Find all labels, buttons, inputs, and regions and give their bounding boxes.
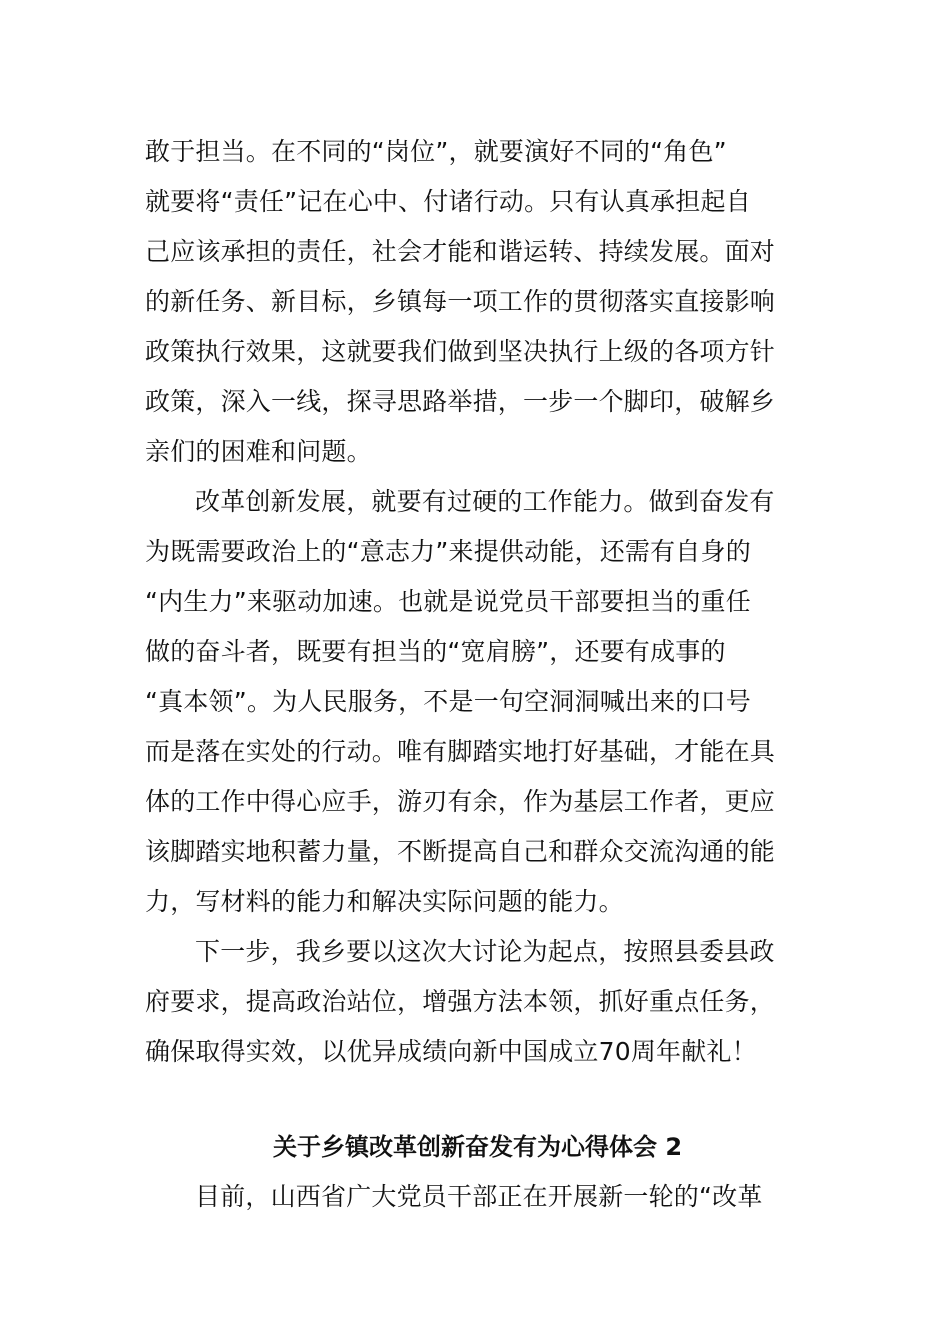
text-line: 亲们的困难和问题。 <box>145 437 372 466</box>
text-line: 改革创新发展，就要有过硬的工作能力。做到奋发有 <box>195 487 775 516</box>
text-line: 的新任务、新目标，乡镇每一项工作的贯彻落实直接影响 <box>145 287 776 316</box>
text-line: 政策，深入一线，探寻思路举措，一步一个脚印，破解乡 <box>145 387 776 416</box>
text-line: 目前，山西省广大党员干部正在开展新一轮的“改革 <box>195 1182 763 1211</box>
text-line: 体的工作中得心应手，游刃有余，作为基层工作者，更应 <box>145 787 776 816</box>
text-line: 政策执行效果，这就要我们做到坚决执行上级的各项方针 <box>145 337 776 366</box>
text-line: 敢于担当。在不同的“岗位”，就要演好不同的“角色” <box>145 137 727 166</box>
text-line: 己应该承担的责任，社会才能和谐运转、持续发展。面对 <box>145 237 776 266</box>
text-line: 为既需要政治上的“意志力”来提供动能，还需有自身的 <box>145 537 751 566</box>
text-line: 该脚踏实地积蓄力量，不断提高自己和群众交流沟通的能 <box>145 837 776 866</box>
text-line: 而是落在实处的行动。唯有脚踏实地打好基础，才能在具 <box>145 737 776 766</box>
section-heading: 关于乡镇改革创新奋发有为心得体会 2 <box>272 1133 683 1161</box>
text-line: 就要将“责任”记在心中、付诸行动。只有认真承担起自 <box>145 187 751 216</box>
text-line: 做的奋斗者，既要有担当的“宽肩膀”，还要有成事的 <box>145 637 726 666</box>
text-line: 府要求，提高政治站位，增强方法本领，抓好重点任务， <box>145 987 776 1016</box>
text-line: 下一步，我乡要以这次大讨论为起点，按照县委县政 <box>195 937 775 966</box>
text-line: 力，写材料的能力和解决实际问题的能力。 <box>145 887 624 916</box>
text-line: “真本领”。为人民服务，不是一句空洞洞喊出来的口号 <box>145 687 751 716</box>
text-line: 确保取得实效，以优异成绩向新中国成立70周年献礼！ <box>145 1037 757 1066</box>
text-line: “内生力”来驱动加速。也就是说党员干部要担当的重任 <box>145 587 751 616</box>
